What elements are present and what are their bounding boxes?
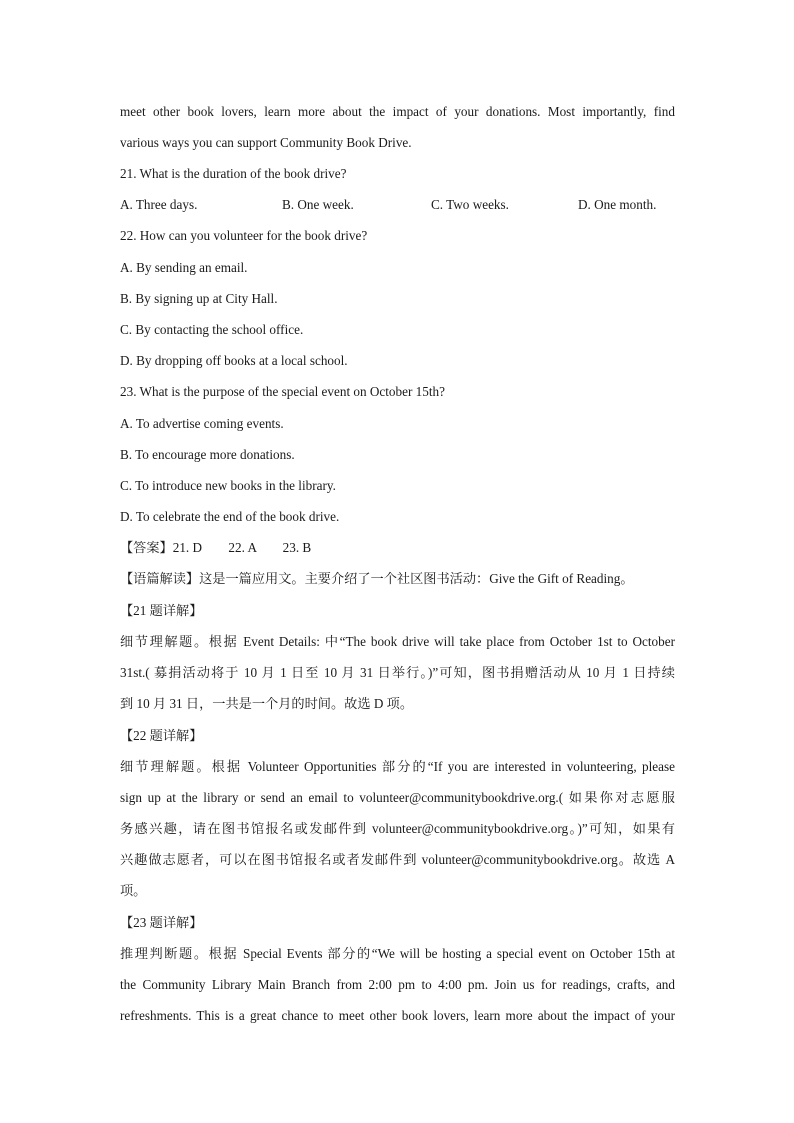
detail-22-line: 务感兴趣，请在图书馆报名或发邮件到 volunteer@communitybookdrive.org。)”可知，如果有	[120, 821, 675, 836]
q21-option-a: A. Three days.	[120, 197, 198, 212]
detail-21-line: 细节理解题。根据 Event Details: 中“The book drive will take place from October 1st to October	[120, 634, 675, 649]
detail-21-line: 31st.( 募捐活动将于 10 月 1 日至 10 月 31 日举行。)”可知，图书捐赠活动从 10 月 1 日持续	[120, 665, 675, 680]
detail-21-heading: 【21 题详解】	[120, 603, 203, 618]
question-22-stem: 22. How can you volunteer for the book drive?	[120, 228, 368, 243]
detail-22-line: 兴趣做志愿者，可以在图书馆报名或者发邮件到 volunteer@communitybookdrive.org。故选 A	[120, 852, 675, 867]
detail-22-line: sign up at the library or send an email to volunteer@communitybookdrive.org.( 如果你对志愿服	[120, 790, 675, 805]
passage-line: meet other book lovers, learn more about the impact of your donations. Most importantly, find	[120, 104, 675, 119]
detail-22-line: 项。	[120, 883, 147, 898]
detail-23-line: 推理判断题。根据 Special Events 部分的“We will be hosting a special event on October 15th at	[120, 946, 675, 961]
detail-23-heading: 【23 题详解】	[120, 915, 203, 930]
question-23-stem: 23. What is the purpose of the special event on October 15th?	[120, 384, 445, 399]
q23-option-b: B. To encourage more donations.	[120, 447, 295, 462]
q22-option-c: C. By contacting the school office.	[120, 322, 304, 337]
q21-option-c: C. Two weeks.	[431, 197, 509, 212]
answer-line: 【答案】21. D 22. A 23. B	[120, 540, 312, 555]
question-21-stem: 21. What is the duration of the book drive?	[120, 166, 347, 181]
q23-option-d: D. To celebrate the end of the book drive.	[120, 509, 340, 524]
q21-option-b: B. One week.	[282, 197, 354, 212]
reading-summary: 【语篇解读】这是一篇应用文。主要介绍了一个社区图书活动：Give the Gift of Reading。	[120, 571, 634, 586]
detail-22-line: 细节理解题。根据 Volunteer Opportunities 部分的“If you are interested in volunteering, please	[120, 759, 675, 774]
q22-option-d: D. By dropping off books at a local school.	[120, 353, 348, 368]
detail-21-line: 到 10 月 31 日，一共是一个月的时间。故选 D 项。	[120, 696, 414, 711]
detail-23-line: the Community Library Main Branch from 2:00 pm to 4:00 pm. Join us for readings, crafts, and	[120, 977, 675, 992]
q23-option-a: A. To advertise coming events.	[120, 416, 284, 431]
q21-option-d: D. One month.	[578, 197, 657, 212]
q23-option-c: C. To introduce new books in the library.	[120, 478, 336, 493]
passage-line: various ways you can support Community Book Drive.	[120, 135, 412, 150]
q22-option-b: B. By signing up at City Hall.	[120, 291, 278, 306]
q22-option-a: A. By sending an email.	[120, 260, 248, 275]
detail-22-heading: 【22 题详解】	[120, 728, 203, 743]
detail-23-line: refreshments. This is a great chance to meet other book lovers, learn more about the impact of your	[120, 1008, 675, 1023]
